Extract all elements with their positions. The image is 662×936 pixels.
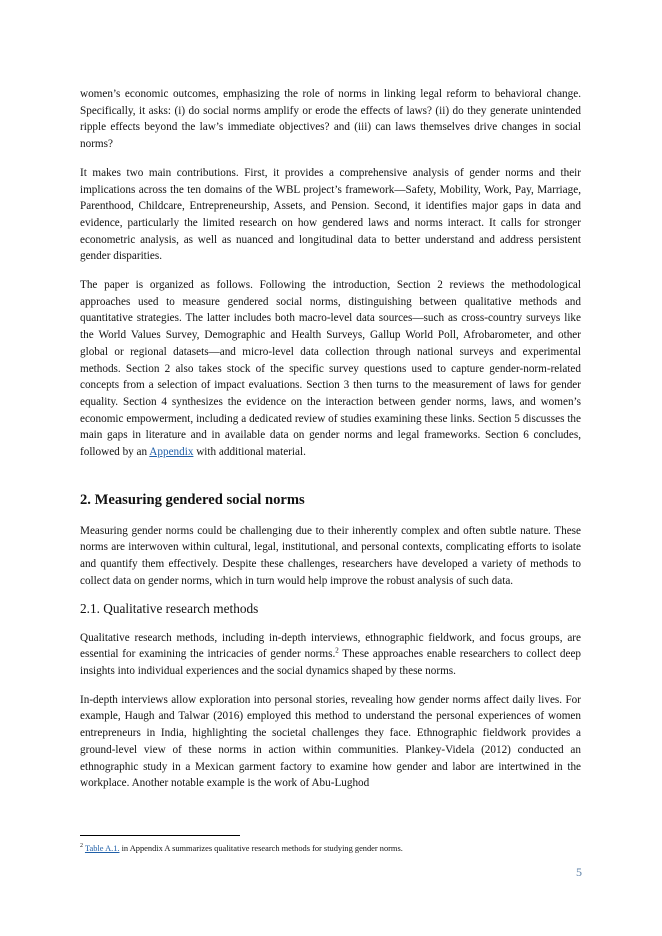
organization-paragraph xyxy=(80,277,581,461)
organization-text-end: with additional material. xyxy=(193,446,306,459)
qualitative-text-end: These approaches enable researchers to collect deep insights into individual experiences and the social dynamics shaped by these norms. xyxy=(80,648,581,677)
intro-paragraph: women’s economic outcomes, emphasizing the role of norms in linking legal reform to behavioral change. Specifically, it asks: (i) do social norms amplify or erode the effects of laws? (ii) do they generate unintended ripple effects beyond the law’s immediate objectives? and (iii) can laws themselves drive changes in social norms? xyxy=(80,88,581,151)
appendix-link[interactable]: Appendix xyxy=(149,446,194,459)
footnote xyxy=(80,843,581,854)
footnote-divider xyxy=(80,835,240,836)
table-a1-link[interactable]: Table A.1. xyxy=(84,844,120,853)
organization-text: The paper is organized as follows. Following the introduction, Section 2 reviews the methodological approaches used to measure gendered social norms, distinguishing between qualitative methods and quantitative strategies. The latter includes both macro-level data sources—such as cross-country surveys like the World Values Survey, Demographic and Health Surveys, Gallup World Poll, Afrobarometer, and other global or regional datasets—and micro-level data collection through national surveys and experimental methods. Section 2 also takes stock of the specific survey questions used to capture gender-norm-related concepts from a selection of impact evaluations. Section 3 then turns to the measurement of laws for gender equality. Section 4 synthesizes the evidence on the interaction between gender norms, laws, and women’s economic empowerment, including a dedicated review of studies examining these links. Section 5 discusses the main gaps in literature and in available data on gender norms and legal frameworks. Section 6 concludes, followed by an xyxy=(80,279,581,459)
page-number: 5 xyxy=(576,865,582,879)
section-paragraph: Measuring gender norms could be challenging due to their inherently complex and often subtle nature. These norms are interwoven within cultural, legal, institutional, and personal contexts, complicating efforts to isolate and quantify them effectively. Despite these challenges, researchers have developed a variety of methods to collect data on gender norms, which in turn would help improve the robust analysis of such data. xyxy=(80,524,581,587)
qualitative-text: Qualitative research methods, including in-depth interviews, ethnographic fieldwork, and focus groups, are essential for examining the intricacies of gender norms. xyxy=(80,631,581,661)
footnote-text: in Appendix A summarizes qualitative research methods for studying gender norms. xyxy=(119,844,403,853)
section-heading: 2. Measuring gendered social norms xyxy=(80,491,305,508)
footnote-number: 2 xyxy=(80,843,83,850)
contributions-paragraph: It makes two main contributions. First, it provides a comprehensive analysis of gender norms and their implications across the ten domains of the WBL project’s framework—Safety, Mobility, Work, Pay, Marriage, Parenthood, Childcare, Entrepreneurship, Assets, and Pension. Second, it identifies major gaps in data and evidence, particularly the limited research on how gendered laws and norms interact. It calls for stronger econometric analysis, as well as nuanced and longitudinal data to better understand and address persistent gender disparities. xyxy=(80,166,581,263)
qualitative-paragraph xyxy=(80,630,581,680)
subsection-heading: 2.1. Qualitative research methods xyxy=(80,600,259,616)
footnote-marker: 2 xyxy=(335,646,339,655)
page-body xyxy=(80,86,581,792)
interviews-paragraph: In-depth interviews allow exploration into personal stories, revealing how gender norms affect daily lives. For example, Haugh and Talwar (2016) employed this method to understand the personal experiences of women entrepreneurs in India, highlighting the societal challenges they face. Ethnographic fieldwork provides a ground-level view of these norms in action within communities. Plankey-Videla (2012) conducted an ethnographic study in a Mexican garment factory to examine how gender and labor are intertwined in the workplace. Another notable example is the work of Abu-Lughod xyxy=(80,693,581,790)
